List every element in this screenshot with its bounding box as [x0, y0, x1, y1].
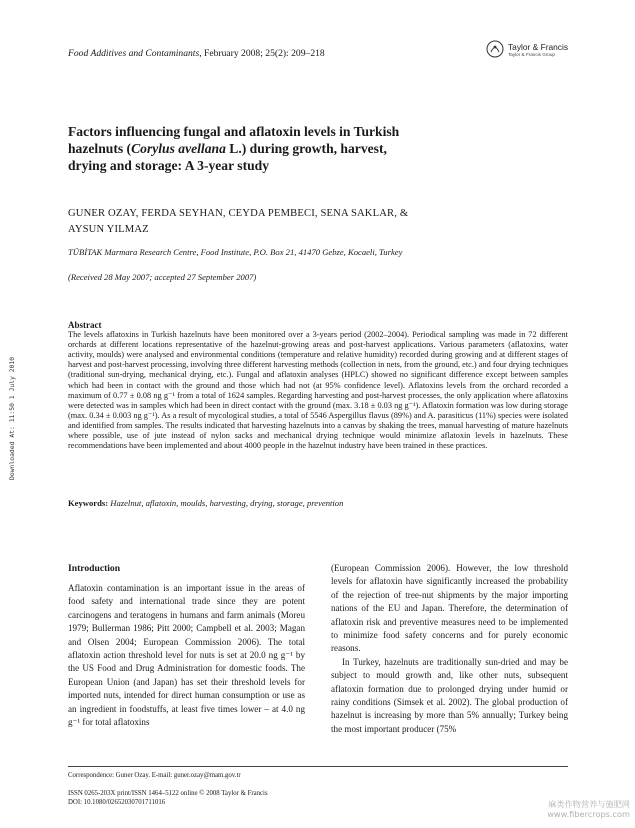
publisher-logo[interactable] [486, 40, 606, 62]
correspondence-note: Correspondence: Guner Ozay. E-mail: guner.ozay@mam.gov.tr [68, 772, 241, 779]
abstract-text: The levels aflatoxins in Turkish hazelnuts have been monitored over a 3-years period (2002–2004). Periodical sampling was made in 72 different orchards at different locations representative of the hazelnut-growing areas and post-harvest applications. Various parameters (aflatoxins, water activity, moulds) were analysed and environmental conditions (temperature and relative humidity) recorded during growing and at different stages of harvest and post-harvest processing, involving three different harvesting methods (collection in nets, from the ground, etc.) and four drying techniques (traditional sun-drying, mechanical drying, etc.). Fungal and aflatoxin analyses (HPLC) showed no significant difference except between samples which had been in contact with the ground and those which had not (at 95% confidence level). Aflatoxins levels from the orchard recorded a maximum of 0.77 ± 0.08 ng g⁻¹ from a total of 1624 samples. Regarding harvesting and post-harvest processes, the only application where aflatoxins were detected was in samples which had been in direct contact with the ground (max. 3.18 ± 0.03 ng g⁻¹). Aflatoxin formation was low during storage (max. 0.34 ± 0.003 ng g⁻¹). As a result of mycological studies, a total of 5546 Aspergillus flavus (89%) and A. parasiticus (11%) species were isolated and identified from samples. The results indicated that harvesting hazelnuts into a canvas by shaking the trees, manual harvesting of mature hazelnuts where possible, use of jute instead of nylon sacks and mechanical drying technique would minimize aflatoxin levels in hazelnuts. These recommendations have been implemented and about 4000 people in the hazelnut industry have been trained in these practices. [68, 330, 568, 451]
footnote-rule [68, 766, 568, 767]
keywords-label: Keywords: [68, 498, 109, 508]
doi-line: DOI: 10.1080/02652030701711016 [68, 799, 166, 807]
abstract-heading: Abstract [68, 320, 102, 330]
article-authors [68, 206, 568, 238]
journal-citation [68, 48, 488, 59]
introduction-paragraph-1: Aflatoxin contamination is an important issue in the areas of food safety and international trade since they are potent carcinogens and teratogens in humans and farm animals (Moreu 1979; Bullerman 1986; Pitt 2000; Campbell et al. 2003; Magan and Olsen 2004; European Commission 2006). The total aflatoxin action threshold level for nuts is set at 20.0 ng g⁻¹ by the US Food and Drug Administration for domestic foods. The European Union (and Japan) has set their threshold levels for imported nuts, intended for direct human consumption or use as an ingredient in foodstuffs, at least five times lower – at 4.0 ng g⁻¹ for total aflatoxins [68, 583, 305, 728]
keywords-line [68, 498, 568, 508]
article-title-line-3: drying and storage: A 3-year study [68, 158, 270, 173]
watermark-line-2: www.fibercrops.com [547, 808, 630, 819]
publication-info [68, 789, 568, 807]
issn-line: ISSN 0265-203X print/ISSN 1464–5122 online © 2008 Taylor & Francis [68, 790, 268, 797]
section-heading-introduction: Introduction [68, 563, 121, 574]
download-stamp-text: Downloaded At: 11:50 1 July 2010 [8, 356, 16, 480]
publisher-emblem-icon [486, 40, 504, 58]
journal-issue: , February 2008; 25(2): 209–218 [199, 48, 325, 59]
body-column-left [68, 562, 305, 729]
authors-line-1: GUNER OZAY, FERDA SEYHAN, CEYDA PEMBECI, SENA SAKLAR, & [68, 208, 409, 219]
received-dates: (Received 28 May 2007; accepted 27 September 2007) [68, 272, 257, 282]
introduction-paragraph-2: In Turkey, hazelnuts are traditionally sun-dried and may be subject to mould growth and, like other nuts, subsequent aflatoxin formation due to prolonged drying under humid or rainy conditions (Simsek et al. 2002). The global production of hazelnut is increasing by more than 5% annually; Turkey being the most important producer (75% [331, 656, 568, 734]
site-watermark [510, 800, 630, 819]
body-column-right [331, 562, 568, 736]
article-title [68, 123, 488, 174]
publisher-name: Taylor & Francis [508, 42, 569, 52]
keywords-value: Hazelnut, aflatoxin, moulds, harvesting, drying, storage, prevention [110, 498, 344, 508]
article-title-line-2: hazelnuts (Corylus avellana L.) during growth, harvest, [68, 141, 387, 156]
journal-title: Food Additives and Contaminants [68, 48, 200, 59]
publisher-subname: Taylor & Francis Group [508, 52, 555, 57]
authors-line-2: AYSUN YILMAZ [68, 224, 149, 235]
abstract-section [68, 320, 568, 451]
affiliation: TÜBİTAK Marmara Research Centre, Food Institute, P.O. Box 21, 41470 Gebze, Kocaeli, Turkey [68, 247, 403, 257]
article-title-line-1: Factors influencing fungal and aflatoxin levels in Turkish [68, 124, 400, 139]
watermark-line-1: 麻类作物营养与施肥网 [548, 799, 630, 809]
download-stamp [0, 270, 16, 490]
introduction-paragraph-1-cont: (European Commission 2006). However, the low threshold levels for aflatoxin have significantly increased the probability of the rejection of tree-nut shipments by the major importing nations of the EU and Japan. Therefore, the determination of aflatoxin risk and preventive measures need to be implemented to minimize food safety concerns and for purely economic reasons. [331, 563, 568, 654]
